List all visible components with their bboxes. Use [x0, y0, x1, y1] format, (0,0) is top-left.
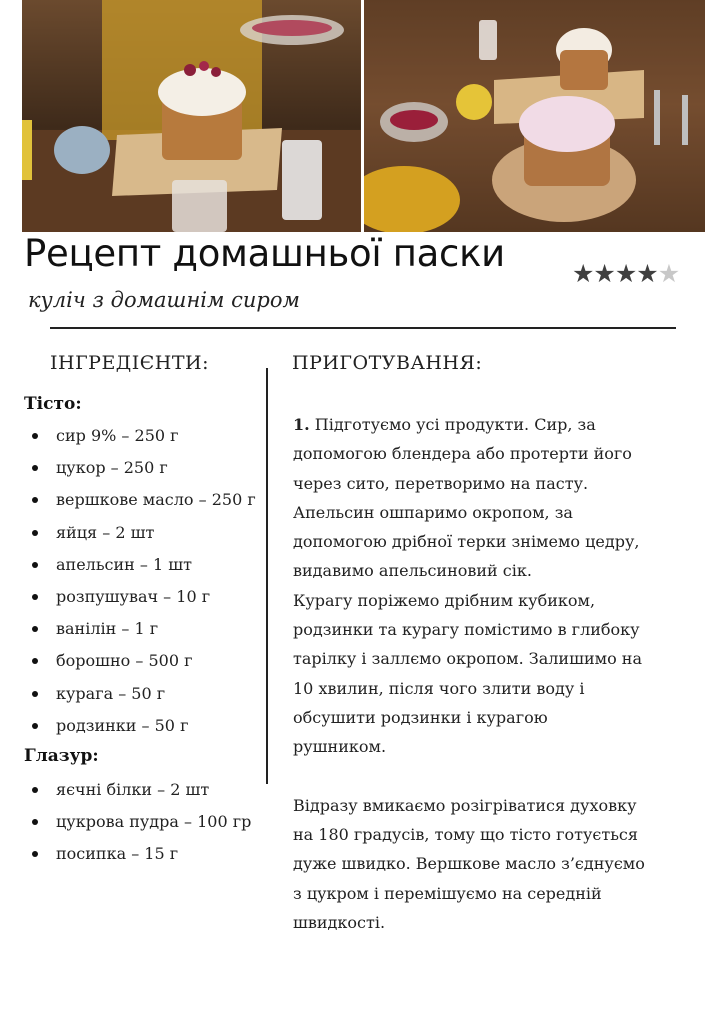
preparation-text	[293, 410, 693, 937]
star-filled-icon: ★	[572, 259, 594, 288]
prep-line: допомогою блендера або протерти його	[293, 444, 632, 464]
prep-line: родзинки та курагу помістимо в глибоку	[293, 620, 640, 640]
ingredient-text: сир 9% – 250 г	[56, 426, 179, 445]
ingredient-text: розпушувач – 10 г	[56, 586, 211, 606]
bullet-icon	[32, 497, 38, 503]
list-item	[24, 452, 256, 484]
cake-photo-right	[364, 0, 705, 232]
preparation-heading: ПРИГОТУВАННЯ:	[292, 352, 483, 374]
prep-line: через сито, перетворимо на пасту.	[293, 473, 589, 493]
prep-line: швидкості.	[293, 913, 386, 933]
prep-line: Курагу поріжемо дрібним кубиком,	[293, 590, 596, 610]
star-filled-icon: ★	[614, 259, 637, 288]
ingredient-text: родзинки – 50 г	[56, 715, 189, 735]
ingredient-text: вершкове масло – 250 г	[56, 490, 256, 510]
list-item	[24, 581, 256, 613]
glaze-ingredient-list	[24, 774, 251, 871]
ingredient-text: ванілін – 1 г	[56, 619, 159, 639]
paragraph-gap	[293, 762, 693, 791]
ingredient-text: цукор – 250 г	[56, 458, 168, 478]
bullet-icon	[32, 530, 38, 536]
prep-line: 1. Підготуємо усі продукти. Сир, за	[293, 415, 596, 434]
prep-line: обсушити родзинки і курагою	[293, 707, 548, 727]
cake-photo-left	[22, 0, 361, 232]
prep-line: видавимо апельсиновий сік.	[293, 561, 532, 581]
ingredient-text: цукрова пудра – 100 гр	[56, 812, 252, 832]
ingredient-text: посипка – 15 г	[56, 844, 179, 864]
dough-group-title: Тісто:	[24, 394, 82, 414]
list-item	[24, 484, 256, 516]
ingredient-text: яйця – 2 шт	[56, 522, 155, 542]
list-item	[24, 806, 251, 838]
prep-line: рушником.	[293, 737, 387, 757]
prep-line: Відразу вмикаємо розігріватися духовку	[293, 795, 637, 815]
prep-line: з цукром і перемішуємо на середній	[293, 883, 602, 903]
ingredient-text: апельсин – 1 шт	[56, 554, 192, 574]
star-empty-icon: ★	[657, 259, 680, 288]
ingredient-text: курага – 50 г	[56, 683, 166, 703]
column-divider	[266, 368, 268, 784]
title-divider	[50, 327, 676, 329]
list-item	[24, 613, 256, 645]
dough-ingredient-list	[24, 420, 256, 742]
list-item	[24, 517, 256, 549]
star-filled-icon: ★	[636, 259, 658, 288]
prep-line: дуже швидко. Вершкове масло з’єднуємо	[293, 854, 645, 874]
ingredient-text: борошно – 500 г	[56, 651, 193, 671]
prep-line: тарілку і заллємо окропом. Залишимо на	[293, 649, 642, 669]
bullet-icon	[32, 787, 38, 793]
bullet-icon	[32, 819, 38, 825]
bullet-icon	[32, 851, 38, 857]
bullet-icon	[32, 658, 38, 664]
prep-line: Апельсин ошпаримо окропом, за	[293, 502, 573, 522]
bullet-icon	[32, 691, 38, 697]
list-item	[24, 645, 256, 677]
bullet-icon	[32, 465, 38, 471]
list-item	[24, 678, 256, 710]
bullet-icon	[32, 433, 38, 439]
list-item	[24, 774, 251, 806]
prep-line: допомогою дрібної терки знімемо цедру,	[293, 532, 640, 552]
list-item	[24, 838, 251, 870]
star-rating	[572, 259, 679, 288]
star-filled-icon: ★	[593, 259, 615, 288]
bullet-icon	[32, 594, 38, 600]
list-item	[24, 710, 256, 742]
prep-line: на 180 градусів, тому що тісто готується	[293, 825, 638, 845]
bullet-icon	[32, 723, 38, 729]
bullet-icon	[32, 562, 38, 568]
recipe-title: Рецепт домашньої паски	[24, 232, 505, 275]
glaze-group-title: Глазур:	[24, 746, 99, 766]
recipe-subtitle: куліч з домашнім сиром	[28, 288, 300, 312]
bullet-icon	[32, 626, 38, 632]
ingredient-text: яєчні білки – 2 шт	[56, 780, 210, 799]
list-item	[24, 420, 256, 452]
list-item	[24, 549, 256, 581]
ingredients-heading: ІНГРЕДІЄНТИ:	[50, 352, 210, 374]
prep-line: 10 хвилин, після чого злити воду і	[293, 678, 585, 698]
step-number: 1.	[293, 415, 310, 434]
